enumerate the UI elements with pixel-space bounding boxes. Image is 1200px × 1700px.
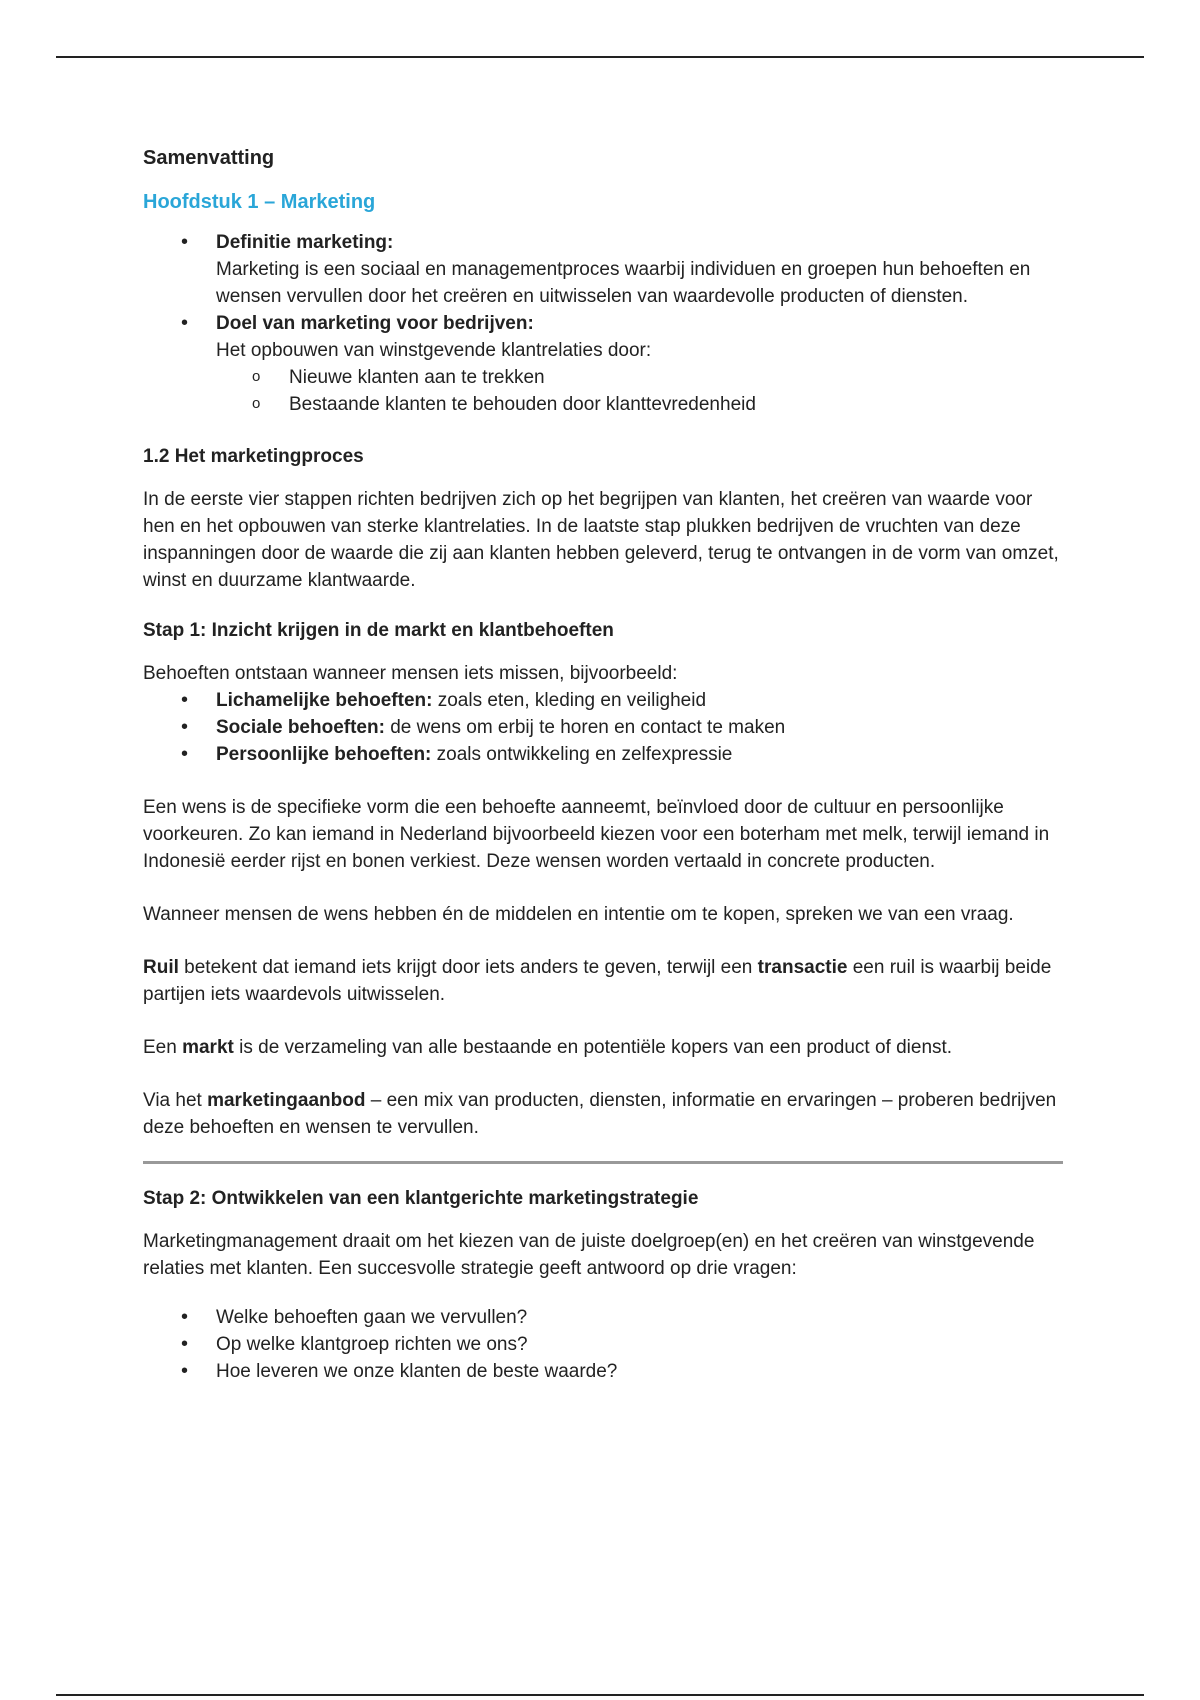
header-rule xyxy=(56,56,1144,58)
section-heading-1-2: 1.2 Het marketingproces xyxy=(143,446,364,467)
list-item xyxy=(143,687,1063,714)
need-label: Sociale behoeften: xyxy=(216,717,385,738)
list-item xyxy=(143,310,1063,418)
term-ruil: Ruil xyxy=(143,957,179,978)
markt-post: is de verzameling van alle bestaande en potentiële kopers van een product of dienst. xyxy=(233,1037,953,1058)
intro-list xyxy=(143,229,1063,418)
definition-label: Definitie marketing: xyxy=(216,232,394,253)
need-text: zoals eten, kleding en veiligheid xyxy=(432,690,707,711)
list-item xyxy=(143,714,1063,741)
chapter-heading: Hoofdstuk 1 – Marketing xyxy=(143,191,376,213)
goal-label: Doel van marketing voor bedrijven: xyxy=(216,313,534,334)
aanbod-post: – een mix van producten, diensten, informatie en ervaringen – proberen bedrijven deze behoeften en wensen te vervullen. xyxy=(143,1090,1057,1138)
aanbod-pre: Via het xyxy=(143,1090,208,1111)
term-transactie: transactie xyxy=(757,957,848,978)
ruil-text: betekent dat iemand iets krijgt door iets anders te geven, terwijl een xyxy=(178,957,758,978)
list-item: • Op welke klantgroep richten we ons? xyxy=(143,1331,1063,1358)
need-text: zoals ontwikkeling en zelfexpressie xyxy=(431,744,733,765)
needs-intro: Behoeften ontstaan wanneer mensen iets missen, bijvoorbeeld: xyxy=(143,663,678,684)
term-markt: markt xyxy=(182,1037,234,1058)
paragraph-aanbod xyxy=(143,1087,1063,1141)
footer-rule xyxy=(56,1694,1144,1696)
paragraph-markt xyxy=(143,1034,1063,1061)
goal-text: Het opbouwen van winstgevende klantrelaties door: xyxy=(216,340,652,361)
list-item xyxy=(143,741,1063,768)
list-item: • Welke behoeften gaan we vervullen? xyxy=(143,1304,1063,1331)
step2-heading: Stap 2: Ontwikkelen van een klantgerichte marketingstrategie xyxy=(143,1188,699,1209)
need-label: Persoonlijke behoeften: xyxy=(216,744,432,765)
paragraph-ruil xyxy=(143,954,1063,1008)
transactie-text: een ruil is waarbij beide partijen iets waardevols uitwisselen. xyxy=(143,957,1052,1005)
document-title: Samenvatting xyxy=(143,147,275,169)
list-item: • Hoe leveren we onze klanten de beste waarde? xyxy=(143,1358,1063,1385)
need-text: de wens om erbij te horen en contact te maken xyxy=(384,717,786,738)
questions-list xyxy=(143,1304,1063,1385)
sub-list-item: o Bestaande klanten te behouden door klanttevredenheid xyxy=(216,391,1063,418)
paragraph-vraag: Wanneer mensen de wens hebben én de middelen en intentie om te kopen, spreken we van een vraag. xyxy=(143,904,1014,925)
step1-heading: Stap 1: Inzicht krijgen in de markt en klantbehoeften xyxy=(143,620,614,641)
goal-sub-list xyxy=(216,364,1063,418)
paragraph-wens: Een wens is de specifieke vorm die een behoefte aanneemt, beïnvloed door de cultuur en persoonlijke voorkeuren. Zo kan iemand in Nederland bijvoorbeeld kiezen voor een boterham met melk, terwijl iemand in Indonesië eerder rijst en bonen verkiest. Deze wensen worden vertaald in concrete producten. xyxy=(143,797,1050,872)
paragraph-strategie: Marketingmanagement draait om het kiezen van de juiste doelgroep(en) en het creëren van winstgevende relaties met klanten. Een succesvolle strategie geeft antwoord op drie vragen: xyxy=(143,1231,1035,1279)
need-label: Lichamelijke behoeften: xyxy=(216,690,433,711)
paragraph-marketingproces: In de eerste vier stappen richten bedrijven zich op het begrijpen van klanten, het creëren van waarde voor hen en het opbouwen van sterke klantrelaties. In de laatste stap plukken bedrijven de vruchten van deze inspanningen door de waarde die zij aan klanten hebben geleverd, terug te ontvangen in de vorm van omzet, winst en duurzame klantwaarde. xyxy=(143,489,1059,591)
section-divider xyxy=(143,1161,1063,1164)
needs-list xyxy=(143,687,1063,768)
document-body xyxy=(143,145,1063,1385)
markt-pre: Een xyxy=(143,1037,183,1058)
term-marketingaanbod: marketingaanbod xyxy=(207,1090,366,1111)
sub-list-item: o Nieuwe klanten aan te trekken xyxy=(216,364,1063,391)
list-item xyxy=(143,229,1063,310)
definition-text: Marketing is een sociaal en managementproces waarbij individuen en groepen hun behoeften en wensen vervullen door het creëren en uitwisselen van waardevolle producten of diensten. xyxy=(216,259,1031,307)
